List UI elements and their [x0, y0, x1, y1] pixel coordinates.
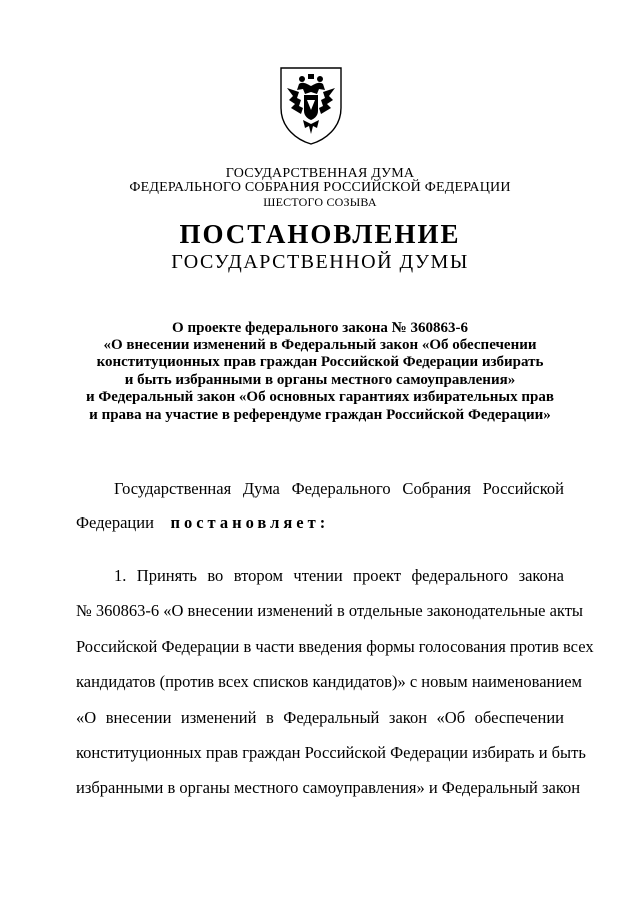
preamble-line-2 [76, 513, 564, 533]
preamble-subject: Федерации [76, 513, 154, 532]
subject-line: и права на участие в референдуме граждан Российской Федерации» [89, 407, 551, 423]
subject-line: конституционных прав граждан Российской Федерации избирать [96, 354, 544, 370]
item-1-line: 1. Принять во втором чтении проект федерального закона [114, 566, 564, 585]
document-issuer-title: ГОСУДАРСТВЕННОЙ ДУМЫ [171, 251, 469, 273]
subject-line: «О внесении изменений в Федеральный закон «Об обеспечении [103, 337, 537, 353]
header-line-1: ГОСУДАРСТВЕННАЯ ДУМА [225, 166, 415, 181]
item-1-line: Российской Федерации в части введения формы голосования против всех [76, 637, 594, 656]
subject-line: и быть избранными в органы местного самоуправления» [124, 372, 516, 388]
document-type-title: ПОСТАНОВЛЕНИЕ [179, 219, 461, 249]
preamble-line: Государственная Дума Федерального Собрания Российской [114, 479, 564, 498]
russian-coat-of-arms-icon [277, 64, 345, 146]
item-1-line: № 360863-6 «О внесении изменений в отдельные законодательные акты [76, 601, 584, 620]
resolves-verb: постановляет: [170, 513, 330, 532]
header-line-2: ФЕДЕРАЛЬНОГО СОБРАНИЯ РОССИЙСКОЙ ФЕДЕРАЦИИ [129, 180, 511, 195]
item-1-line: кандидатов (против всех списков кандидатов)» с новым наименованием [76, 672, 582, 691]
header-line-3: ШЕСТОГО СОЗЫВА [263, 195, 377, 209]
subject-line: О проекте федерального закона № 360863-6 [172, 320, 468, 336]
item-1-line: конституционных прав граждан Российской Федерации избирать и быть [76, 743, 586, 762]
item-1-line: «О внесении изменений в Федеральный закон «Об обеспечении [76, 708, 564, 727]
item-1-line: избранными в органы местного самоуправления» и Федеральный закон [76, 778, 581, 797]
subject-line: и Федеральный закон «Об основных гарантиях избирательных прав [86, 389, 554, 405]
